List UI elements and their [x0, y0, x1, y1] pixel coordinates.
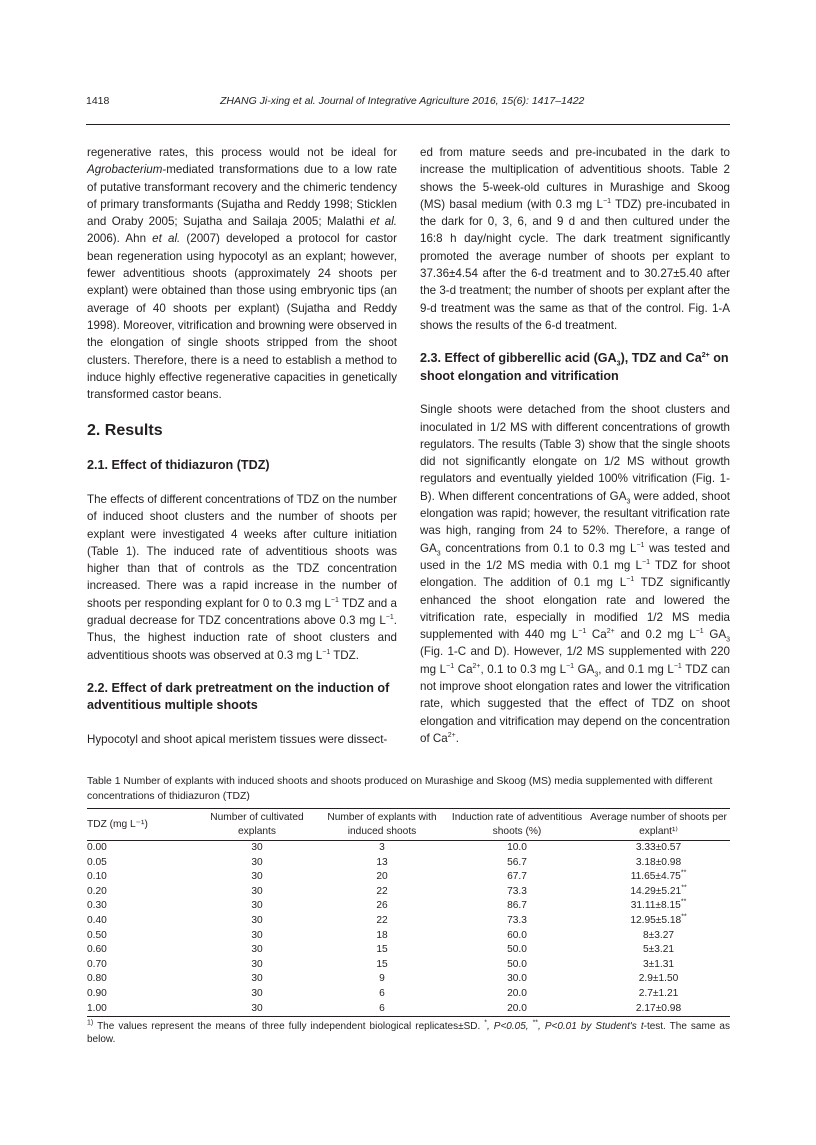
cell-rate: 20.0	[507, 987, 527, 999]
table-row	[87, 914, 730, 929]
cell-average: 8±3.27	[642, 929, 675, 941]
cell-rate: 67.7	[507, 871, 527, 883]
cell-cultivated: 30	[251, 900, 263, 912]
table-footnote: $^{1)}$ The values represent the means of three fully independent biological replicates±SD. *, P<0.05, **, P<0.01 by Student's t-test. The same as below.	[87, 1019, 730, 1046]
cell-induced: 13	[376, 856, 388, 868]
cell-induced: 20	[376, 871, 388, 883]
table-row	[87, 1002, 730, 1017]
header-tdz: TDZ (mg L⁻¹)	[87, 809, 197, 841]
cell-cultivated: 30	[251, 973, 263, 985]
table-row	[87, 987, 730, 1002]
table-1-grid	[87, 808, 730, 1017]
cell-cultivated: 30	[251, 885, 263, 897]
header-rule	[86, 124, 730, 125]
table-row	[87, 841, 730, 856]
significance-mark: **	[680, 898, 687, 906]
cell-cultivated: 30	[251, 856, 263, 868]
cell-tdz: 0.40	[87, 914, 107, 926]
cell-induced: 9	[379, 973, 385, 985]
significance-mark: **	[681, 913, 687, 921]
cell-cultivated: 30	[251, 944, 263, 956]
cell-induced: 22	[376, 885, 388, 897]
cell-tdz: 0.90	[87, 987, 107, 999]
header-explants-induced: Number of explants with induced shoots	[317, 809, 447, 841]
cell-tdz: 0.60	[87, 944, 107, 956]
table-caption: Table 1 Number of explants with induced shoots and shoots produced on Murashige and Skoog (MS) media supplemented with different concentrations of thidiazuron (TDZ)	[87, 776, 713, 802]
cell-cultivated: 30	[251, 871, 263, 883]
cell-average: 3.33±0.57	[635, 842, 682, 853]
cell-rate: 73.3	[507, 914, 527, 926]
cell-induced: 6	[317, 1002, 447, 1017]
cell-rate: 30.0	[507, 973, 527, 985]
cell-average: 3±1.31	[642, 958, 675, 970]
cell-cultivated: 30	[251, 842, 263, 853]
cell-tdz: 0.30	[87, 900, 107, 912]
cell-rate: 73.3	[507, 885, 527, 897]
cell-induced: 15	[376, 944, 388, 956]
cell-cultivated: 30	[251, 958, 263, 970]
cell-cultivated: 30	[251, 987, 263, 999]
header-cultivated-explants: Number of cultivated explants	[197, 809, 317, 841]
table-header-row	[87, 809, 730, 841]
header-induction-rate: Induction rate of adventitious shoots (%)	[447, 809, 587, 841]
section-heading-results: 2. Results	[87, 422, 163, 440]
cell-tdz: 1.00	[87, 1002, 197, 1017]
table-row	[87, 929, 730, 944]
table-row	[87, 972, 730, 987]
paragraph-2-1: The effects of different concentrations of TDZ on the number of induced shoot clusters and the number of shoots per explant were investigated 4 weeks after culture initiation (Table 1). The induced rate of adventitious shoots was higher than that of controls as the TDZ concentration increased. There was a rapid increase in the number of shoots per responding explant for 0 to 0.3 mg $L^{-1}$ TDZ and a gradual decrease for TDZ concentrations above 0.3 mg $L^{-1}$. Thus, the highest induction rate of shoot clusters and adventitious shoots was observed at 0.3 mg $L^{-1}$ TDZ.	[87, 492, 397, 662]
cell-average: 3.18±0.98	[635, 856, 682, 868]
header-average-shoots: Average number of shoots per explant¹⁾	[587, 809, 730, 841]
table-row	[87, 885, 730, 900]
left-column	[87, 144, 397, 748]
cell-rate: 60.0	[507, 929, 527, 941]
cell-rate: 50.0	[507, 944, 527, 956]
cell-rate: 56.7	[507, 856, 527, 868]
paragraph-2-3: Single shoots were detached from the shoot clusters and inoculated in 1/2 MS with different concentrations of growth regulators. The results (Table 3) show that the single shoots did not significantly elongate on 1/2 MS without growth regulators and eventually yielded 100% vitrification (Fig. 1-B). When different concentrations of $GA_3$ were added, shoot elongation was rapid; however, the resultant vitrification rate was high, ranging from 24 to 52%. Therefore, a range of $GA_3$ concentrations from 0.1 to 0.3 mg $L^{-1}$ was tested and used in the 1/2 MS media with 0.1 mg $L^{-1}$ TDZ for shoot elongation. The addition of 0.1 mg $L^{-1}$ TDZ significantly enhanced the shoot elongation rate and lowered the vitrification rate, especially in modified 1/2 MS media supplemented with 440 mg $L^{-1}$ $Ca^{2+}$ and 0.2 mg $L^{-1}$ $GA_3$ (Fig. 1-C and D). However, 1/2 MS supplemented with 220 mg $L^{-1}$ $Ca^{2+}$, 0.1 to 0.3 mg $L^{-1}$ $GA_3$, and 0.1 mg $L^{-1}$ TDZ can not improve shoot elongation rates and lower the vitrification rate, which suggested that the effect of TDZ on shoot elongation and vitrification may depend on the concentration of $Ca^{2+}$.	[420, 403, 731, 745]
subsection-heading-2-3: 2.3. Effect of gibberellic acid $(GA_3)$, TDZ and $Ca^{2+}$ on shoot elongation and vitrification	[420, 351, 729, 383]
table-row	[87, 899, 730, 914]
paragraph-2-2-start: Hypocotyl and shoot apical meristem tissues were dissect-	[87, 732, 388, 746]
cell-average: 2.9±1.50	[638, 973, 679, 985]
significance-mark: **	[680, 869, 687, 877]
cell-average: 5±3.21	[642, 944, 675, 956]
cell-cultivated: 30	[197, 1002, 317, 1017]
cell-rate: 86.7	[507, 900, 527, 912]
cell-tdz: 0.00	[87, 842, 107, 853]
table-row	[87, 870, 730, 885]
table-1	[87, 775, 730, 1046]
cell-rate: 10.0	[507, 842, 527, 853]
cell-tdz: 0.70	[87, 958, 107, 970]
cell-average: 2.7±1.21	[638, 987, 679, 999]
cell-induced: 18	[376, 929, 388, 941]
subsection-heading-2-2: 2.2. Effect of dark pretreatment on the induction of adventitious multiple shoots	[87, 680, 390, 713]
cell-average: 11.65±4.75**	[630, 869, 687, 883]
cell-induced: 6	[379, 987, 385, 999]
cell-tdz: 0.80	[87, 973, 107, 985]
paragraph-2-2-continued: ed from mature seeds and pre-incubated in the dark to increase the multiplication of adventitious shoots. Table 2 shows the 5-week-old cultures in Murashige and Skoog (MS) basal medium (with 0.3 mg $L^{-1}$ TDZ) pre-incubated in the dark for 0, 3, 6, and 9 d and then cultured under the 16:8 h day/night cycle. The dark treatment significantly promoted the average number of shoots per explant to 37.36±4.54 after the 6-d treatment and to 30.27±5.40 after the 3-d treatment; the number of shoots per explant after the 9-d treatment was the same as that of the control. Fig. 1-A shows the results of the 6-d treatment.	[420, 146, 730, 332]
table-row	[87, 856, 730, 871]
cell-induced: 26	[376, 900, 388, 912]
cell-induced: 15	[376, 958, 388, 970]
cell-tdz: 0.10	[87, 871, 107, 883]
running-header	[86, 95, 730, 111]
cell-average: 12.95±5.18**	[630, 913, 687, 926]
cell-average: 14.29±5.21**	[630, 884, 687, 897]
subsection-heading-2-1: 2.1. Effect of thidiazuron (TDZ)	[87, 458, 270, 473]
table-row	[87, 958, 730, 973]
cell-cultivated: 30	[251, 929, 263, 941]
cell-average: 31.11±8.15**	[630, 898, 687, 912]
cell-rate: 50.0	[507, 958, 527, 970]
table-body	[87, 841, 730, 1017]
cell-rate: 20.0	[447, 1002, 587, 1017]
cell-induced: 22	[376, 914, 388, 926]
cell-induced: 3	[379, 842, 385, 853]
significance-mark: **	[681, 884, 687, 892]
cell-average: 2.17±0.98	[587, 1002, 730, 1017]
table-row	[87, 943, 730, 958]
page-number: 1418	[86, 95, 110, 107]
right-column	[420, 144, 730, 747]
cell-tdz: 0.05	[87, 856, 107, 868]
intro-paragraph: regenerative rates, this process would not be ideal for Agrobacterium-mediated transformations due to a low rate of putative transformant recovery and the chimeric tendency of primary transformants (Sujatha and Reddy 1998; Sticklen and Oraby 2005; Sujatha and Sailaja 2005; Malathi et al. 2006). Ahn et al. (2007) developed a protocol for castor bean regeneration using hypocotyl as an explant; however, fewer adventitious shoots (approximately 24 shoots per explant) were obtained than those using embryonic tips (an average of 40 shoots per explant) (Sujatha and Reddy 1998). Moreover, vitrification and browning were observed in the elongation of single shoots stripped from the shoot clusters. Therefore, there is a need to establish a method to induce highly effective regenerative capacities in genetically transformed castor beans.	[87, 146, 397, 402]
cell-tdz: 0.20	[87, 885, 107, 897]
running-title: ZHANG Ji-xing et al. Journal of Integrative Agriculture 2016, 15(6): 1417–1422	[220, 95, 585, 107]
cell-tdz: 0.50	[87, 929, 107, 941]
cell-cultivated: 30	[251, 914, 263, 926]
